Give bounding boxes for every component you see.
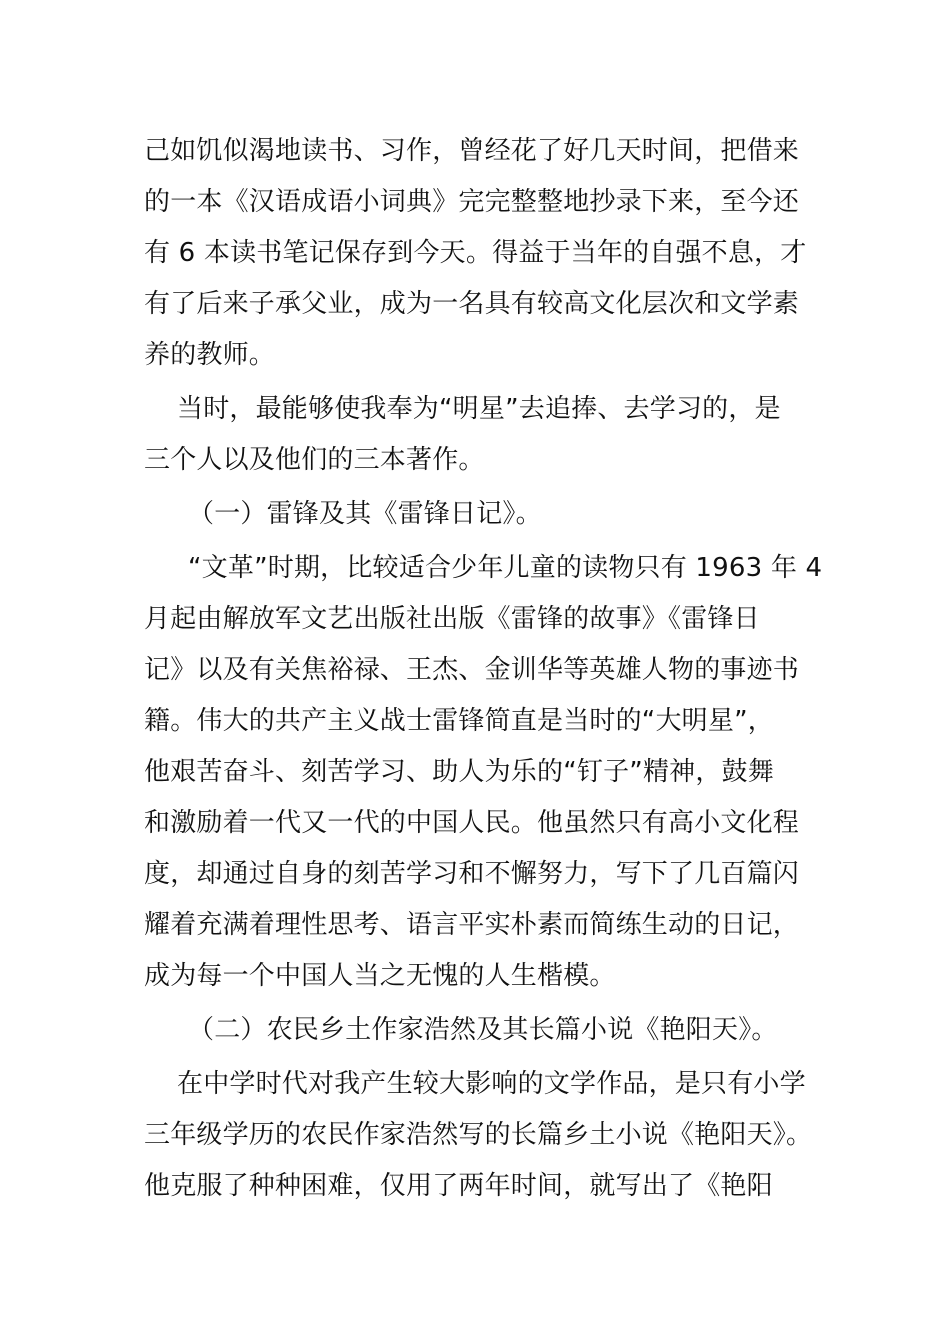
text-line: 成为每一个中国人当之无愧的人生楷模。 [144,961,616,991]
text-line: 己如饥似渴地读书、习作，曾经花了好几天时间，把借来 [144,136,800,166]
text-line: 有 6 本读书笔记保存到今天。得益于当年的自强不息，才 [144,238,807,268]
text-line: 月起由解放军文艺出版社出版《雷锋的故事》《雷锋日 [144,604,760,634]
paragraph-1 [144,126,806,381]
paragraph-3 [144,543,823,1002]
text-line: 他艰苦奋斗、刻苦学习、助人为乐的“钉子”精神，鼓舞 [144,757,774,787]
section-heading-2 [144,1005,806,1056]
text-line: 和激励着一代又一代的中国人民。他虽然只有高小文化程 [144,808,800,838]
text-line: 籍。伟大的共产主义战士雷锋简直是当时的“大明星”， [144,706,774,736]
text-line: 有了后来子承父业，成为一名具有较高文化层次和文学素 [144,289,800,319]
text-line: 养的教师。 [144,340,276,370]
text-line: 三年级学历的农民作家浩然写的长篇乡土小说《艳阳天》。 [144,1120,813,1150]
text-line: 他克服了种种困难，仅用了两年时间，就写出了《艳阳 [144,1171,773,1201]
document-body [144,126,823,1215]
text-line: 在中学时代对我产生较大影响的文学作品，是只有小学 [177,1069,806,1099]
section-heading-1 [144,489,806,540]
text-line: 耀着充满着理性思考、语言平实朴素而简练生动的日记， [144,910,800,940]
heading-line: （一）雷锋及其《雷锋日记》。 [188,499,542,529]
text-line: 度，却通过自身的刻苦学习和不懈努力，写下了几百篇闪 [144,859,800,889]
text-line: 记》以及有关焦裕禄、王杰、金训华等英雄人物的事迹书 [144,655,800,685]
text-line: 的一本《汉语成语小词典》完完整整地抄录下来，至今还 [144,187,800,217]
text-line: 三个人以及他们的三本著作。 [144,445,485,475]
text-line: 当时，最能够使我奉为“明星”去追捧、去学习的，是 [177,394,781,424]
paragraph-2 [144,384,806,486]
heading-line: （二）农民乡土作家浩然及其长篇小说《艳阳天》。 [188,1015,778,1045]
text-line: “文革”时期，比较适合少年儿童的读物只有 1963 年 4 [188,553,823,583]
paragraph-4 [144,1059,813,1212]
